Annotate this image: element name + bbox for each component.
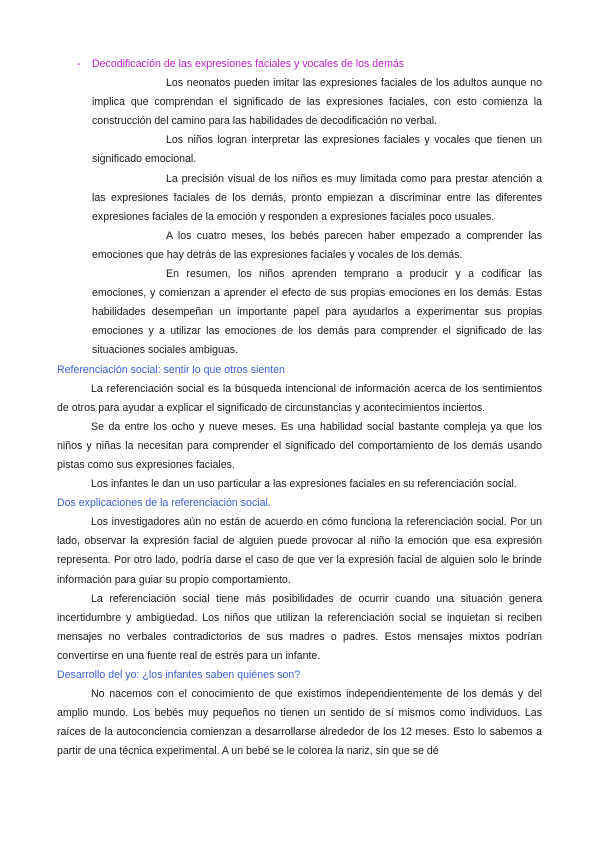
paragraph: Los investigadores aún no están de acuerdo en cómo funciona la referenciación social. Por un lado, observar la expresión facial de alguien puede provocar al niño la emoción que esa expresión representa. Por otro lado, podría darse el caso de que ver la expresión facial de alguien solo le brinde información para guiar su propio comportamiento. xyxy=(57,516,542,586)
section-heading: Desarrollo del yo: ¿los infantes saben quiénes son? xyxy=(57,669,301,681)
paragraph: No nacemos con el conocimiento de que existimos independientemente de los demás y del amplio mundo. Los bebés muy pequeños no tienen un sentido de sí mismos como individuos. Las raíces de la autoconciencia comienzan a desarrollarse alrededor de los 12 meses. Esto lo sabemos a partir de una técnica experimental. A un bebé se le colorea la nariz, sin que se dé xyxy=(57,688,542,758)
paragraph: Los niños logran interpretar las expresiones faciales y vocales que tienen un significado emocional. xyxy=(92,134,542,166)
bullet-marker: - xyxy=(77,58,81,70)
paragraph: La referenciación social tiene más posibilidades de ocurrir cuando una situación genera incertidumbre y ambigüedad. Los niños que utilizan la referenciación social se inquietan si reciben mensajes no verbales contradictorios de sus madres o padres. Estos mensajes mixtos podrían convertirse en una fuente real de estrés para un infante. xyxy=(57,592,542,662)
paragraph: Los infantes le dan un uso particular a las expresiones faciales en su referenciación social. xyxy=(91,478,517,491)
paragraph: La precisión visual de los niños es muy limitada como para prestar atención a las expresiones faciales de los demás, pronto empiezan a discriminar entre las diferentes expresiones faciales de la emoción y responden a expresiones faciales poco usuales. xyxy=(92,172,542,223)
bullet-heading-text: Decodificación de las expresiones faciales y vocales de los demás xyxy=(92,58,405,70)
paragraph: A los cuatro meses, los bebés parecen haber empezado a comprender las emociones que hay detrás de las expresiones faciales y vocales de los demás. xyxy=(92,229,542,261)
paragraph: Los neonatos pueden imitar las expresiones faciales de los adultos aunque no implica que comprendan el significado de las expresiones faciales, con esto comienza la construcción del camino para las habilidades de decodificación no verbal. xyxy=(92,77,542,128)
section-heading: Dos explicaciones de la referenciación social. xyxy=(57,497,271,510)
paragraph: La referenciación social es la búsqueda intencional de información acerca de los sentimientos de otros para ayudar a explicar el significado de circunstancias y acontecimientos inciertos. xyxy=(57,382,542,414)
paragraph: Se da entre los ocho y nueve meses. Es una habilidad social bastante compleja ya que los niños y niñas la necesitan para comprender el significado del comportamiento de los demás usando pistas como sus expresiones faciales. xyxy=(57,420,542,471)
section-heading: Referenciación social: sentir lo que otros sienten xyxy=(57,363,285,376)
bullet-heading xyxy=(57,55,542,74)
bullet-subsection xyxy=(57,74,542,360)
document-body xyxy=(57,55,542,761)
paragraph: En resumen, los niños aprenden temprano a producir y a codificar las emociones, y comienzan a aprender el efecto de sus propias emociones en los demás. Estas habilidades desempeñan un importante papel para ayudarlos a experimentar sus propias emociones y a utilizar las emociones de los demás para comprender el significado de las situaciones sociales ambiguas. xyxy=(92,268,542,357)
